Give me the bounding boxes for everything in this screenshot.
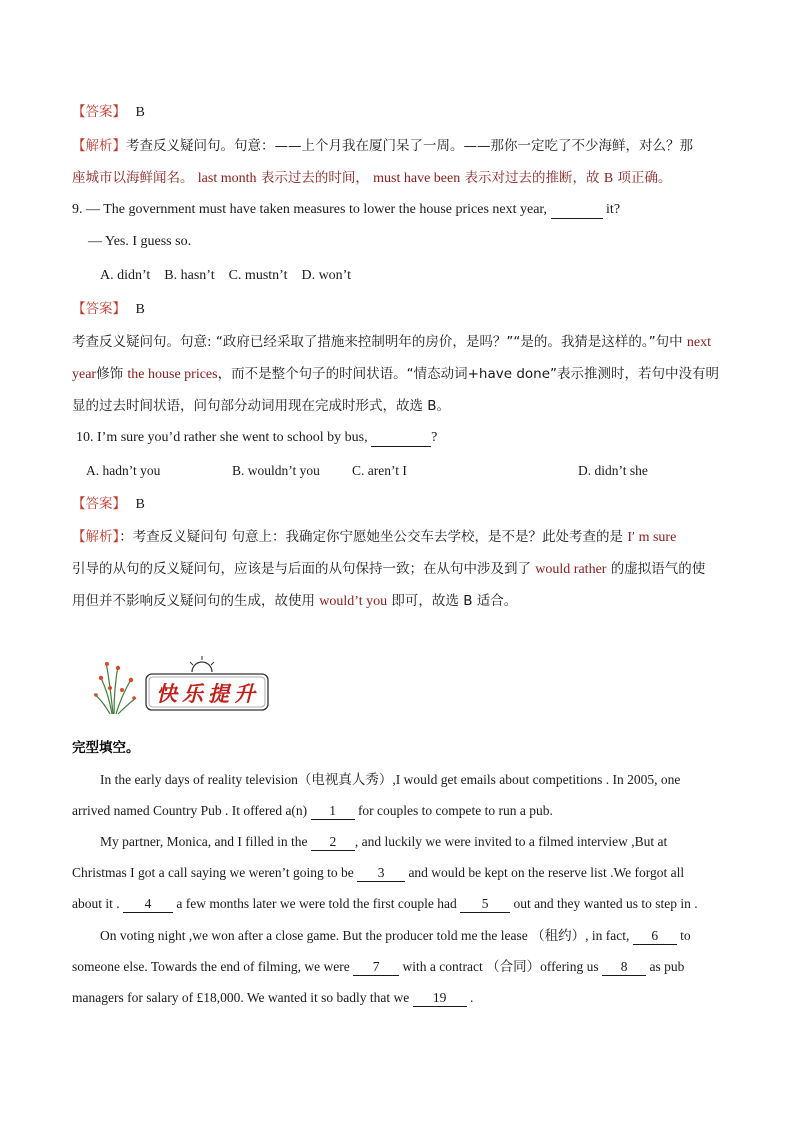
q8-analysis-line1 (72, 136, 693, 156)
paragraph-text: My partner, Monica, and I filled in the (100, 834, 308, 849)
section-banner (92, 654, 272, 718)
analysis-term: B (603, 171, 614, 186)
question-text: it? (606, 202, 621, 217)
cloze-p3-line3 (72, 988, 473, 1008)
paragraph-text: On voting night ,we won after a close game. But the producer told me the lease （租约）, in fact, (100, 928, 630, 943)
cloze-p2-line1 (100, 832, 667, 852)
q10-option-b (232, 461, 320, 481)
paragraph-text: as pub (649, 959, 685, 974)
analysis-label: 【解析】 (72, 138, 126, 154)
analysis-text: 引导的从句的反义疑问句，应该是与后面的从句保持一致；在从句中涉及到了 (72, 561, 531, 577)
analysis-text: 用但并不影响反义疑问句的生成，故使用 (72, 593, 315, 609)
q9-question (72, 200, 620, 220)
analysis-text: 座城市以海鲜闻名。 (72, 170, 194, 186)
paragraph-text: , and luckily we were invited to a filmed interview ,But at (354, 834, 668, 849)
paragraph-text: to (680, 928, 691, 943)
q8-analysis-line2 (72, 168, 671, 189)
analysis-text: 表示过去的时间， (260, 170, 369, 186)
explanation-term: next (686, 335, 711, 350)
explanation-text: 显的过去时间状语，问句部分动词用现在完成时形式，故选 B。 (72, 398, 451, 414)
cloze-blank-6: 6 (633, 928, 677, 945)
cloze-p2-line3 (72, 894, 698, 914)
cloze-blank-19: 19 (413, 990, 467, 1007)
paragraph-text: someone else. Towards the end of filming, we were (72, 959, 350, 974)
cloze-blank-5: 5 (460, 896, 510, 913)
cloze-blank-2: 2 (311, 834, 355, 851)
explanation-term: year (72, 367, 97, 382)
q9-options (100, 266, 351, 286)
paragraph-text: Christmas I got a call saying we weren’t going to be (72, 865, 354, 880)
paragraph-text: arrived named Country Pub . It offered a(n) (72, 803, 308, 818)
q9-reply (88, 232, 191, 252)
paragraph-text: managers for salary of £18,000. We wanted it so badly that we (72, 990, 410, 1005)
answer-blank (551, 202, 603, 219)
question-text: ? (431, 430, 438, 445)
answer-value: B (135, 497, 145, 512)
cloze-blank-3: 3 (357, 865, 405, 882)
cloze-p3-line2 (72, 957, 684, 977)
q10-option-c (352, 461, 407, 481)
analysis-term: last month (197, 171, 257, 186)
analysis-text: 的虚拟语气的使 (610, 561, 706, 577)
q10-answer-line (72, 494, 145, 515)
analysis-text: 考查反义疑问句。句意：——上个月我在厦门呆了一周。——那你一定吃了不少海鲜，对么？那 (126, 138, 693, 154)
option-text: C. aren’t I (352, 463, 407, 478)
option-text: D. didn’t she (578, 463, 648, 478)
explanation-term: the house prices (127, 367, 218, 382)
heading-text: 完型填空。 (72, 740, 140, 756)
cloze-blank-4: 4 (123, 896, 173, 913)
cloze-blank-7: 7 (353, 959, 399, 976)
q10-option-a (86, 461, 160, 481)
paragraph-text: a few months later we were told the first couple had (176, 896, 457, 911)
reply-text: — Yes. I guess so. (88, 234, 192, 249)
options-text: A. didn’t B. hasn’t C. mustn’t D. won’t (100, 268, 351, 283)
analysis-term: would rather (535, 562, 607, 577)
paragraph-text: and would be kept on the reserve list .We forgot all (408, 865, 685, 880)
explanation-text: 修饰 (96, 366, 124, 382)
analysis-text: 即可，故选 B 适合。 (391, 593, 518, 609)
paragraph-text: about it . (72, 896, 120, 911)
analysis-text: ：考查反义疑问句 句意上：我确定你宁愿她坐公交车去学校，是不是？此处考查的是 (119, 529, 624, 545)
cloze-heading (72, 738, 140, 758)
answer-label: 【答案】 (72, 496, 126, 512)
analysis-term: would’t you (319, 594, 388, 609)
q9-answer-line (72, 299, 145, 320)
cloze-blank-1: 1 (311, 803, 355, 820)
explanation-text: 考查反义疑问句。句意: “政府已经采取了措施来控制明年的房价，是吗？”“是的。我猜是这样的。”句中 (72, 334, 683, 350)
analysis-label: 【解析】 (72, 529, 120, 545)
question-text: 10. I’m sure you’d rather she went to school by bus, (76, 430, 368, 445)
banner-text: 快乐提升 (156, 682, 260, 706)
option-text: B. wouldn’t you (232, 463, 320, 478)
q10-analysis-line1 (72, 527, 676, 548)
q9-explanation-line2 (72, 364, 719, 385)
q10-option-d (578, 461, 648, 481)
answer-blank (371, 430, 431, 447)
q10-analysis-line3 (72, 591, 517, 612)
answer-label: 【答案】 (72, 301, 126, 317)
q9-explanation-line3 (72, 396, 450, 416)
explanation-text: ，而不是整个句子的时间状语。“情态动词+have done”表示推测时，若句中没有明 (217, 366, 719, 382)
paragraph-text: with a contract （合同）offering us (402, 959, 599, 974)
cloze-p1-line1 (100, 770, 680, 790)
analysis-term: must have been (373, 171, 461, 186)
cloze-blank-8: 8 (602, 959, 646, 976)
analysis-text: 项正确。 (617, 170, 672, 186)
answer-label: 【答案】 (72, 104, 126, 120)
paragraph-text: . (469, 990, 474, 1005)
paragraph-text: In the early days of reality television（电视真人秀）,I would get emails about competitions . In 2005, one (100, 772, 681, 787)
answer-value: B (135, 302, 145, 317)
q10-analysis-line2 (72, 559, 705, 580)
analysis-text: 表示对过去的推断，故 (464, 170, 600, 186)
q8-answer-line (72, 102, 145, 123)
cloze-p3-line1 (100, 926, 691, 946)
q9-explanation-line1 (72, 332, 711, 353)
question-text: 9. — The government must have taken measures to lower the house prices next year, (72, 202, 548, 217)
option-text: A. hadn’t you (86, 463, 161, 478)
cloze-p1-line2 (72, 801, 553, 821)
paragraph-text: for couples to compete to run a pub. (357, 803, 553, 818)
paragraph-text: out and they wanted us to step in . (513, 896, 698, 911)
answer-value: B (135, 105, 145, 120)
q10-question (76, 428, 437, 448)
analysis-term: I′ m sure (627, 530, 677, 545)
cloze-p2-line2 (72, 863, 684, 883)
